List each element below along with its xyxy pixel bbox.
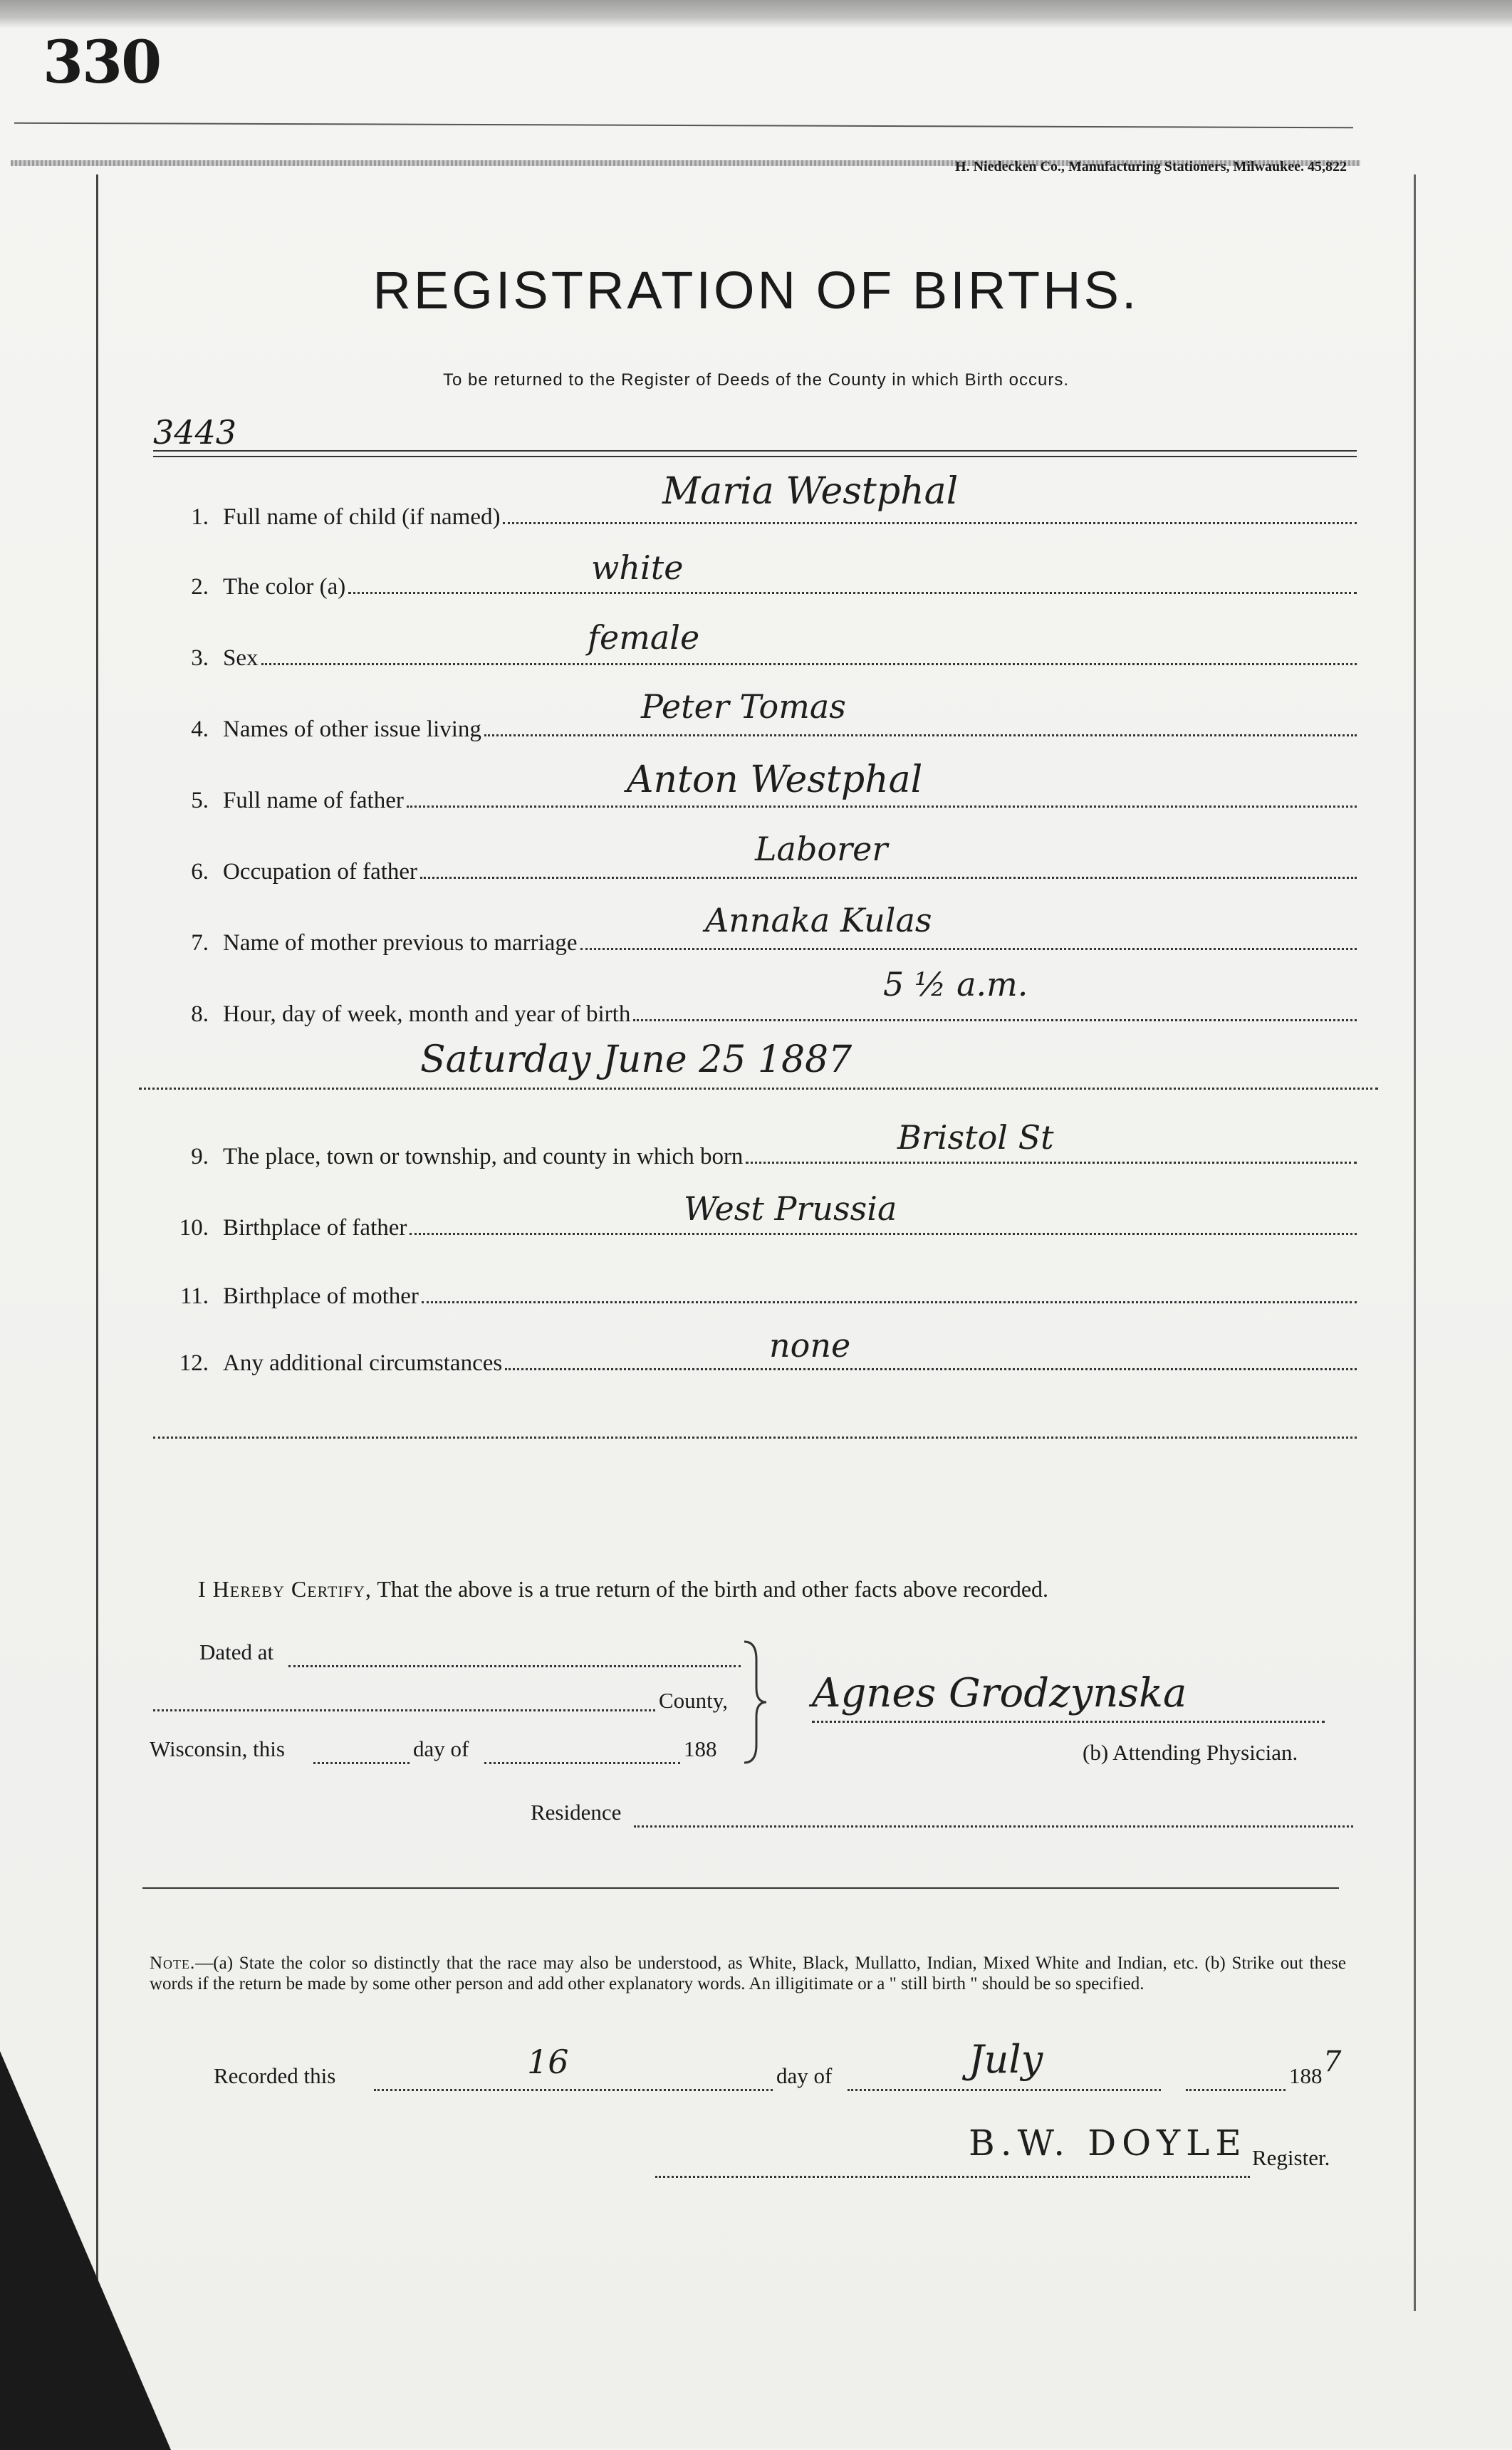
register-signature: B.W. DOYLE <box>969 2122 1247 2164</box>
form-title: REGISTRATION OF BIRTHS. <box>372 261 1140 320</box>
scan-corner-shadow <box>0 2051 171 2450</box>
fill-line <box>407 806 1357 808</box>
day-of-label: day of <box>413 1736 469 1761</box>
fill-line <box>348 592 1357 594</box>
field-row-12 <box>167 1341 1357 1377</box>
fill-line <box>484 1762 680 1764</box>
fill-line <box>420 877 1357 879</box>
footnote <box>150 1953 1346 1994</box>
fill-line <box>374 2089 773 2091</box>
dated-at-label: Dated at <box>199 1640 274 1664</box>
fill-line <box>153 1709 655 1711</box>
field-number: 9. <box>191 1144 209 1169</box>
header-double-rule <box>153 450 1357 457</box>
physician-signature: Agnes Grodzynska <box>812 1670 1187 1716</box>
fill-line <box>746 1162 1357 1164</box>
recorded-this-label: Recorded this <box>214 2063 336 2088</box>
field-label: Names of other issue living <box>223 716 481 742</box>
page-number: 330 <box>43 28 161 97</box>
field-label: Full name of father <box>223 788 404 813</box>
field-label: Birthplace of mother <box>223 1283 419 1309</box>
county-label: County, <box>659 1688 729 1713</box>
fill-line <box>634 1825 1353 1828</box>
field-label: Name of mother previous to marriage <box>223 930 578 956</box>
section-divider <box>142 1887 1339 1889</box>
fill-line <box>503 522 1357 524</box>
field-number: 5. <box>191 788 209 813</box>
attending-physician-label: (b) Attending Physician. <box>1083 1740 1298 1765</box>
note-text: —(a) State the color so distinctly that the race may also be understood, as White, Black, Mullatto, Indian, Mixed White and Indian, etc. (b) Strike out these words if the return be made by some other person and add other explanatory words. An illigitimate or a " still birth " should be so specified. <box>150 1954 1346 1993</box>
fill-line <box>484 734 1357 736</box>
fill-line <box>422 1301 1357 1303</box>
field-number: 3. <box>191 645 209 671</box>
field-number: 4. <box>191 716 209 742</box>
handwritten-birthplace: Bristol St <box>897 1118 1054 1157</box>
handwritten-birth-date: Saturday June 25 1887 <box>420 1038 853 1081</box>
frame-right-border <box>1414 174 1416 2311</box>
field-row-8 <box>167 992 1357 1028</box>
fill-line <box>313 1762 410 1764</box>
field-row-2 <box>167 565 1357 600</box>
certify-text: That the above is a true return of the birth and other facts above recorded. <box>377 1576 1049 1602</box>
field-number: 2. <box>191 574 209 600</box>
field-label: Full name of child (if named) <box>223 504 501 530</box>
field-row-3 <box>167 636 1357 672</box>
handwritten-color: white <box>591 548 684 587</box>
fill-line <box>261 663 1357 665</box>
field-number: 10. <box>179 1215 209 1241</box>
fill-line <box>288 1665 741 1667</box>
signature-line <box>812 1721 1325 1723</box>
fill-line <box>505 1368 1357 1370</box>
handwritten-other-issue: Peter Tomas <box>641 687 846 726</box>
handwritten-circumstances: none <box>769 1326 851 1365</box>
field-number: 7. <box>191 930 209 956</box>
field-number: 8. <box>191 1001 209 1027</box>
stationer-imprint: H. Niedecken Co., Manufacturing Stationers, Milwaukee. 45,822 <box>955 159 1347 174</box>
note-lead: Note. <box>150 1954 196 1973</box>
fill-line <box>848 2089 1161 2091</box>
field-label: The place, town or township, and county in which born <box>223 1144 744 1169</box>
scan-edge-shadow <box>0 0 1512 28</box>
field-label: Sex <box>223 645 259 671</box>
field-label: Any additional circumstances <box>223 1350 503 1376</box>
top-rule <box>14 123 1353 129</box>
wisconsin-this-label: Wisconsin, this <box>150 1736 285 1761</box>
certification-statement <box>198 1576 1048 1602</box>
recorded-month: July <box>969 2037 1043 2082</box>
registration-number: 3443 <box>153 413 237 452</box>
register-label: Register. <box>1252 2145 1330 2170</box>
field-label: Hour, day of week, month and year of birth <box>223 1001 631 1027</box>
register-signature-line <box>655 2176 1250 2178</box>
handwritten-child-name: Maria Westphal <box>662 470 959 513</box>
field-row-9 <box>167 1135 1357 1170</box>
fill-line <box>580 948 1357 950</box>
certify-heading: I Hereby Certify, <box>198 1576 372 1602</box>
fill-line <box>633 1019 1357 1021</box>
fill-line <box>1186 2089 1286 2091</box>
recorded-day-of-label: day of <box>776 2063 833 2088</box>
field-label: Occupation of father <box>223 859 418 885</box>
handwritten-birth-hour: 5 ½ a.m. <box>883 965 1028 1004</box>
fill-line <box>139 1088 1378 1090</box>
handwritten-father-birthplace: West Prussia <box>684 1189 897 1228</box>
handwritten-sex: female <box>588 618 700 657</box>
field-label: Birthplace of father <box>223 1215 407 1241</box>
recorded-year-prefix: 188 <box>1289 2063 1323 2088</box>
fill-line <box>153 1437 1357 1439</box>
field-number: 1. <box>191 504 209 530</box>
field-number: 12. <box>179 1350 209 1376</box>
year-prefix-label: 188 <box>684 1736 717 1761</box>
handwritten-father-occupation: Laborer <box>755 830 888 868</box>
field-label: The color (a) <box>223 574 346 600</box>
handwritten-father-name: Anton Westphal <box>627 759 923 801</box>
residence-label: Residence <box>531 1800 622 1825</box>
field-row-11 <box>167 1274 1357 1310</box>
recorded-day: 16 <box>527 2043 569 2081</box>
fill-line <box>410 1233 1357 1235</box>
form-subtitle: To be returned to the Register of Deeds of the County in which Birth occurs. <box>442 370 1070 390</box>
field-number: 11. <box>179 1283 209 1309</box>
recorded-year-digit: 7 <box>1323 2045 1342 2078</box>
brace <box>741 1638 769 1766</box>
field-number: 6. <box>191 859 209 885</box>
handwritten-mother-name: Annaka Kulas <box>705 901 932 939</box>
